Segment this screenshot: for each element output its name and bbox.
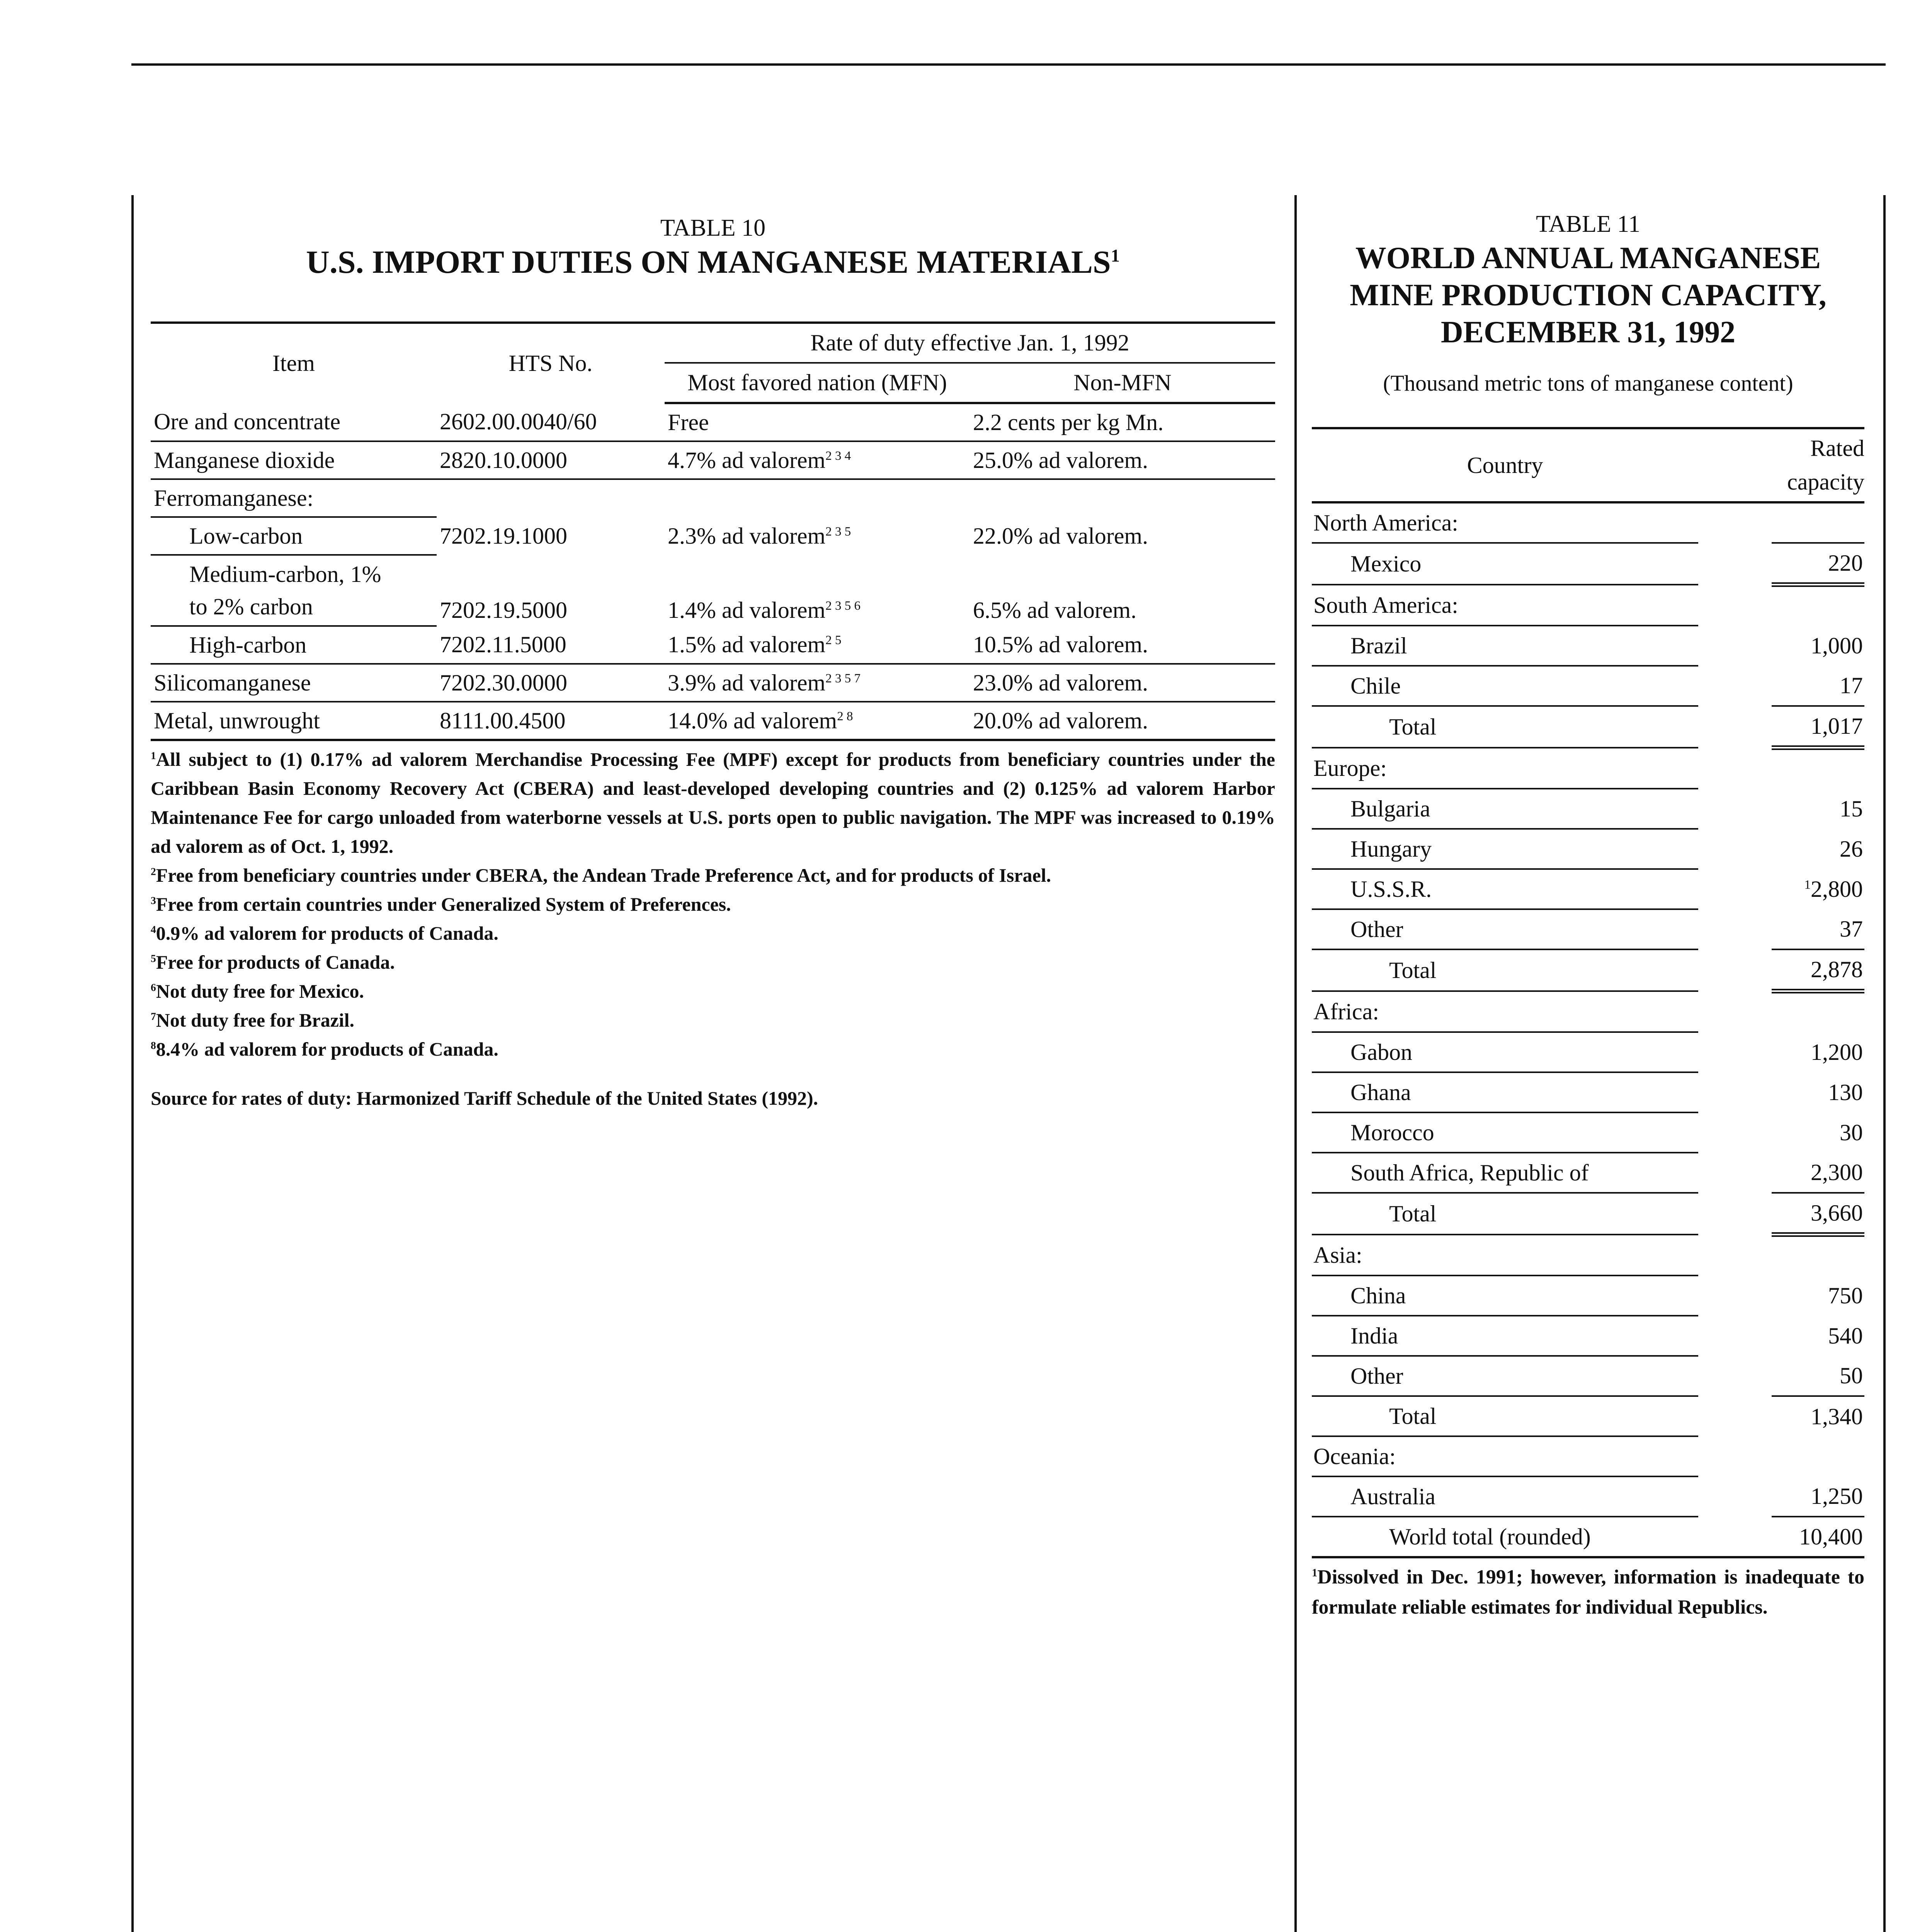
row-non-mfn: 6.5% ad valorem. [973, 597, 1137, 623]
table-row [151, 403, 1275, 441]
table-row [151, 664, 1275, 702]
table-row [151, 555, 1275, 626]
row-hts: 2602.00.0040/60 [437, 403, 665, 441]
col-header-item: Item [151, 323, 437, 403]
row-non-mfn: 10.5% ad valorem. [970, 626, 1275, 664]
row-item: Medium-carbon, 1% to 2% carbon [151, 555, 437, 626]
footnote: $^6$Not duty free for Mexico. [151, 980, 364, 1002]
table-11-title: WORLD ANNUAL MANGANESE MINE PRODUCTION CAPACITY, DECEMBER 31, 1992 [1350, 241, 1827, 349]
table-11-number: TABLE 11 [1536, 211, 1640, 237]
row-non-mfn: 25.0% ad valorem. [970, 441, 1275, 479]
col-header-rate-of-duty: Rate of duty effective Jan. 1, 1992 [665, 323, 1275, 363]
footnote: $^3$Free from certain countries under Generalized System of Preferences. [151, 893, 731, 915]
row-hts: 7202.19.1000 [440, 523, 567, 549]
table-row [151, 626, 1275, 664]
footnote: $^2$Free from beneficiary countries under CBERA, the Andean Trade Preference Act, and for products of Israel. [151, 864, 1051, 886]
row-hts: 7202.19.5000 [440, 597, 567, 623]
table-row: Mexico 220 [1312, 543, 1864, 585]
col-header-hts: HTS No. [437, 323, 665, 403]
table-row [151, 479, 1275, 517]
table-row: China 750 [1312, 1276, 1864, 1316]
region-row: Africa: [1312, 991, 1864, 1032]
table-row: U.S.S.R. $^1$2,800 [1312, 869, 1864, 909]
table-10-footnotes [151, 745, 1275, 1064]
footnote: $^4$0.9% ad valorem for products of Canada. [151, 922, 498, 944]
right-column-rule [1883, 195, 1886, 1932]
region-row: South America: [1312, 585, 1864, 626]
region-row: Oceania: [1312, 1436, 1864, 1476]
total-row: Total 1,017 [1312, 706, 1864, 748]
row-non-mfn: 20.0% ad valorem. [970, 702, 1275, 740]
row-mfn: 4.7% ad valorem$^{2 3 4}$ [665, 441, 970, 479]
table-10-title: U.S. IMPORT DUTIES ON MANGANESE MATERIALS$^1$ [306, 244, 1120, 280]
total-row: Total 3,660 [1312, 1193, 1864, 1235]
table-10-number: TABLE 10 [660, 215, 766, 241]
region-row: Europe: [1312, 748, 1864, 789]
table-row [151, 702, 1275, 740]
table-row: Other 50 [1312, 1356, 1864, 1396]
table-row: South Africa, Republic of 2,300 [1312, 1153, 1864, 1193]
table-row: Gabon 1,200 [1312, 1032, 1864, 1072]
center-column-rule [1294, 195, 1297, 1932]
table-11 [1312, 211, 1864, 1622]
table-row: Ghana 130 [1312, 1072, 1864, 1112]
table-row: Brazil 1,000 [1312, 626, 1864, 666]
table-row [151, 441, 1275, 479]
import-duties-table [151, 321, 1275, 741]
row-hts: 2820.10.0000 [437, 441, 665, 479]
table-11-footnote: $^1$Dissolved in Dec. 1991; however, information is inadequate to formulate reliable estimates for individual Republics. [1312, 1566, 1864, 1618]
row-item: High-carbon [151, 626, 437, 664]
table-row: Morocco 30 [1312, 1112, 1864, 1153]
row-item: Ferromanganese: [151, 479, 437, 517]
table-row: India 540 [1312, 1316, 1864, 1356]
table-row: Other 37 [1312, 909, 1864, 949]
table-row: Australia 1,250 [1312, 1476, 1864, 1517]
row-mfn: 2.3% ad valorem$^{2 3 5}$ [668, 523, 851, 549]
footnote: $^5$Free for products of Canada. [151, 951, 395, 973]
row-mfn: 1.4% ad valorem$^{2 3 5 6}$ [668, 597, 861, 623]
row-hts: 7202.30.0000 [437, 664, 665, 702]
footnote: $^7$Not duty free for Brazil. [151, 1009, 355, 1031]
left-column-rule [131, 195, 134, 1932]
footnote: $^1$All subject to (1) 0.17% ad valorem Merchandise Processing Fee (MPF) except for products from beneficiary countries under the Caribbean Basin Economy Recovery Act (CBERA) and least-developed developing countries and (2) 0.125% ad valorem Harbor Maintenance Fee for cargo unloaded from waterborne vessels at U.S. ports open to public navigation. The MPF was increased to 0.19% ad valorem as of Oct. 1, 1992. [151, 748, 1275, 857]
row-non-mfn: 22.0% ad valorem. [973, 523, 1148, 549]
table-row: Bulgaria 15 [1312, 789, 1864, 829]
row-mfn: 3.9% ad valorem$^{2 3 5 7}$ [665, 664, 970, 702]
table-row: Chile 17 [1312, 666, 1864, 706]
world-total-row: World total (rounded) 10,400 [1312, 1517, 1864, 1557]
top-rule [131, 63, 1886, 66]
row-mfn: Free [665, 403, 970, 441]
table-10-source: Source for rates of duty: Harmonized Tariff Schedule of the United States (1992). [151, 1087, 818, 1109]
col-header-rated-capacity: Rated capacity [1772, 428, 1864, 502]
footnote: $^8$8.4% ad valorem for products of Canada. [151, 1038, 498, 1060]
row-item: Ore and concentrate [151, 403, 437, 441]
row-item: Manganese dioxide [151, 441, 437, 479]
table-row [151, 517, 1275, 555]
row-item: Low-carbon [151, 517, 437, 555]
total-row: Total 1,340 [1312, 1396, 1864, 1436]
table-11-units: (Thousand metric tons of manganese content) [1383, 371, 1793, 396]
col-header-country: Country [1312, 428, 1698, 502]
table-row: Hungary 26 [1312, 829, 1864, 869]
row-hts: 8111.00.4500 [437, 702, 665, 740]
row-item: Silicomanganese [151, 664, 437, 702]
col-header-mfn: Most favored nation (MFN) [665, 363, 970, 403]
region-row: North America: [1312, 502, 1864, 543]
row-item: Metal, unwrought [151, 702, 437, 740]
col-header-non-mfn: Non-MFN [970, 363, 1275, 403]
row-non-mfn: 23.0% ad valorem. [970, 664, 1275, 702]
row-mfn: 14.0% ad valorem$^{2 8}$ [665, 702, 970, 740]
region-row: Asia: [1312, 1235, 1864, 1276]
row-mfn: 1.5% ad valorem$^{2 5}$ [665, 626, 970, 664]
row-non-mfn: 2.2 cents per kg Mn. [970, 403, 1275, 441]
capacity-table [1312, 427, 1864, 1558]
row-hts: 7202.11.5000 [437, 626, 665, 664]
total-row: Total 2,878 [1312, 949, 1864, 991]
table-10 [151, 214, 1275, 1109]
